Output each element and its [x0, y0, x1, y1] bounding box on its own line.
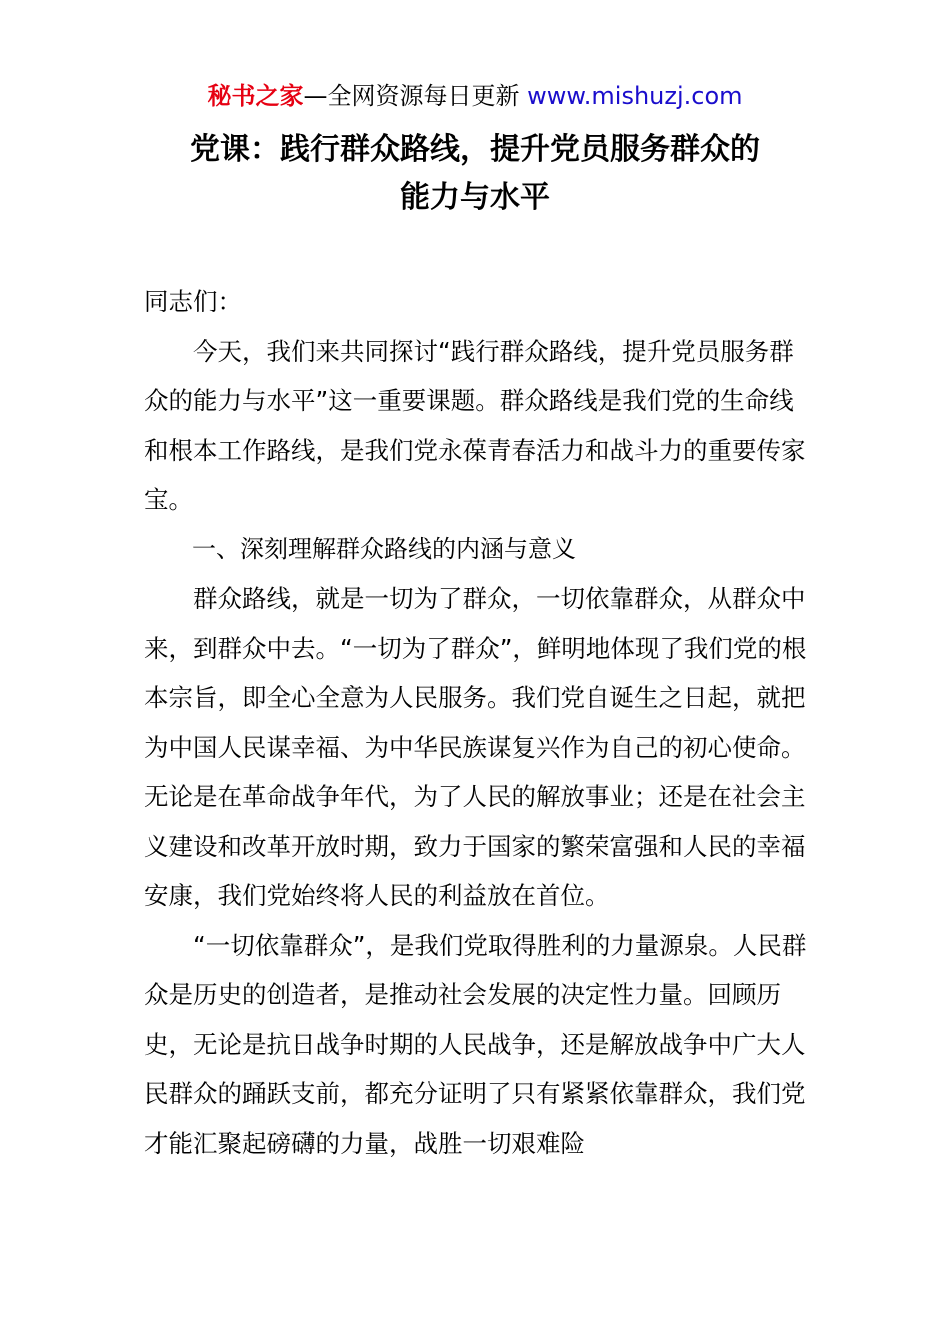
section-heading-1: 一、深刻理解群众路线的内涵与意义 [192, 534, 576, 563]
document-body [144, 277, 808, 1168]
document-title [0, 126, 950, 222]
paragraph-rely-on-masses: “一切依靠群众”，是我们党取得胜利的力量源泉。人民群众是历史的创造者，是推动社会发展的决定性力量。回顾历史，无论是抗日战争时期的人民战争，还是解放战争中广大人民群众的踊跃支前，都充分证明了只有紧紧依靠群众，我们党才能汇聚起磅礴的力量，战胜一切艰难险 [144, 930, 807, 1158]
paragraph-for-the-masses: 群众路线，就是一切为了群众，一切依靠群众，从群众中来，到群众中去。“一切为了群众”，鲜明地体现了我们党的根本宗旨，即全心全意为人民服务。我们党自诞生之日起，就把为中国人民谋幸福、为中华民族谋复兴作为自己的初心使命。无论是在革命战争年代，为了人民的解放事业；还是在社会主义建设和改革开放时期，致力于国家的繁荣富强和人民的幸福安康，我们党始终将人民的利益放在首位。 [144, 584, 807, 910]
header-slogan: —全网资源每日更新 [303, 82, 520, 110]
site-url-link[interactable]: www.mishuzj.com [527, 82, 743, 110]
paragraph-intro: 今天，我们来共同探讨“践行群众路线，提升党员服务群众的能力与水平”这一重要课题。群众路线是我们党的生命线和根本工作路线，是我们党永葆青春活力和战斗力的重要传家宝。 [144, 336, 806, 514]
title-line-2: 能力与水平 [400, 180, 550, 215]
title-line-1: 党课：践行群众路线，提升党员服务群众的 [190, 132, 760, 167]
salutation: 同志们： [144, 287, 242, 316]
brand-name: 秘书之家 [207, 82, 304, 110]
site-header [0, 80, 950, 112]
